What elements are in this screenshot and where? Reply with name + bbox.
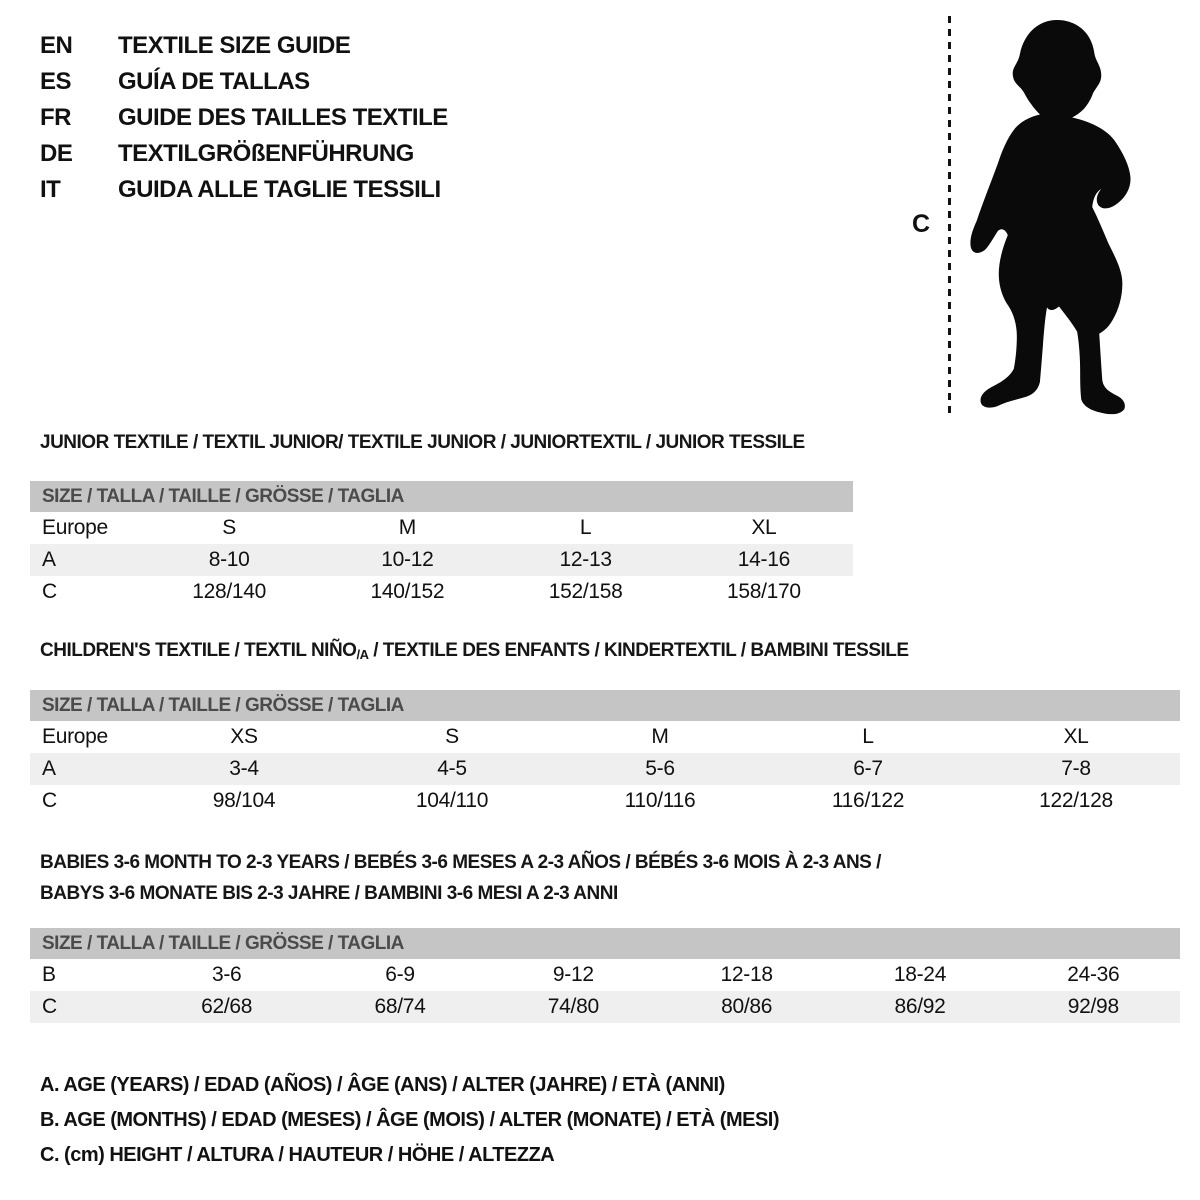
table-row (30, 576, 853, 608)
table-cell: 116/122 (831, 789, 905, 812)
lang-row-de (40, 136, 448, 172)
table-cell: 12-18 (720, 963, 773, 986)
table-cell: 110/116 (624, 789, 696, 812)
table-cell: 14-16 (737, 548, 790, 571)
table-cell: M (651, 725, 669, 748)
table-cell: S (445, 725, 459, 748)
table-cell: 4-5 (437, 757, 467, 780)
table-cell: 10-12 (381, 548, 434, 571)
table-cell: 86/92 (894, 995, 946, 1018)
table-cell: 8-10 (208, 548, 250, 571)
children-title-sub: /A (356, 647, 369, 662)
table-cell: 7-8 (1061, 757, 1091, 780)
table-cell: XL (1063, 725, 1089, 748)
table-cell: 122/128 (1039, 789, 1113, 812)
babies-size-table (30, 928, 1180, 1023)
table-cell: 5-6 (645, 757, 675, 780)
junior-table-rows (30, 512, 853, 608)
lang-title: GUIDA ALLE TAGLIE TESSILI (118, 176, 441, 203)
table-cell: 68/74 (374, 995, 426, 1018)
table-cell: 18-24 (893, 963, 947, 986)
table-row (30, 991, 1180, 1023)
table-cell: 3-6 (211, 963, 242, 986)
size-header-band: SIZE / TALLA / TAILLE / GRÖSSE / TAGLIA (30, 690, 1180, 721)
height-dashed-line (948, 16, 951, 414)
table-cell: 12-13 (559, 548, 612, 571)
babies-table-rows (30, 959, 1180, 1023)
children-size-table (30, 690, 1180, 817)
row-label: B (42, 963, 56, 986)
row-label: A (42, 548, 56, 571)
lang-row-en (40, 28, 448, 64)
table-cell: 3-4 (229, 757, 259, 780)
table-row (30, 959, 1180, 991)
legend (40, 1068, 779, 1173)
table-cell: 158/170 (726, 580, 801, 603)
lang-title: GUÍA DE TALLAS (118, 68, 310, 95)
height-measure-label: C (912, 210, 931, 238)
lang-title: GUIDE DES TAILLES TEXTILE (118, 104, 448, 131)
children-title-pre: CHILDREN'S TEXTILE / TEXTIL NIÑO (40, 640, 357, 661)
row-label: C (42, 580, 57, 603)
table-cell: 128/140 (192, 580, 267, 603)
baby-silhouette-icon (963, 14, 1135, 416)
table-cell: 74/80 (547, 995, 599, 1018)
lang-code: ES (40, 68, 72, 95)
table-cell: L (862, 725, 874, 748)
table-cell: 98/104 (212, 789, 276, 812)
table-cell: 62/68 (201, 995, 253, 1018)
table-cell: 92/98 (1067, 995, 1119, 1018)
row-label: A (42, 757, 56, 780)
lang-row-it (40, 172, 448, 208)
language-title-list (40, 28, 448, 208)
table-cell: L (579, 516, 592, 539)
table-cell: 24-36 (1067, 963, 1120, 986)
size-header-band: SIZE / TALLA / TAILLE / GRÖSSE / TAGLIA (30, 481, 853, 512)
babies-title-line2: BABYS 3-6 MONATE BIS 2-3 JAHRE / BAMBINI 3-6 MESI A 2-3 ANNI (40, 883, 618, 904)
row-label: Europe (42, 725, 108, 748)
table-cell: 140/152 (370, 580, 445, 603)
legend-age-months: B. AGE (MONTHS) / EDAD (MESES) / ÂGE (MOIS) / ALTER (MONATE) / ETÀ (MESI) (40, 1109, 780, 1131)
lang-code: EN (40, 32, 73, 59)
lang-code: DE (40, 140, 73, 167)
table-cell: 104/110 (415, 789, 489, 812)
junior-section-title: JUNIOR TEXTILE / TEXTIL JUNIOR/ TEXTILE JUNIOR / JUNIORTEXTIL / JUNIOR TESSILE (40, 432, 805, 453)
junior-size-table (30, 481, 853, 608)
row-label: C (42, 789, 57, 812)
lang-code: IT (40, 176, 61, 203)
babies-section-title (40, 847, 881, 909)
table-row (30, 785, 1180, 817)
lang-code: FR (40, 104, 71, 131)
table-cell: XL (751, 516, 777, 539)
size-header-band: SIZE / TALLA / TAILLE / GRÖSSE / TAGLIA (30, 928, 1180, 959)
table-row (30, 721, 1180, 753)
children-table-rows (30, 721, 1180, 817)
babies-title-line1: BABIES 3-6 MONTH TO 2-3 YEARS / BEBÉS 3-6 MESES A 2-3 AÑOS / BÉBÉS 3-6 MOIS À 2-3 ANS / (40, 852, 881, 873)
lang-row-fr (40, 100, 448, 136)
table-cell: 80/86 (721, 995, 773, 1018)
row-label: C (42, 995, 57, 1018)
table-row (30, 512, 853, 544)
table-cell: 9-12 (552, 963, 594, 986)
table-cell: M (398, 516, 416, 539)
legend-age-years: A. AGE (YEARS) / EDAD (AÑOS) / ÂGE (ANS) / ALTER (JAHRE) / ETÀ (ANNI) (40, 1074, 725, 1096)
table-row (30, 753, 1180, 785)
lang-title: TEXTILE SIZE GUIDE (118, 32, 351, 59)
table-cell: 6-9 (385, 963, 415, 986)
children-section-title (40, 640, 909, 662)
lang-title: TEXTILGRÖßENFÜHRUNG (118, 140, 414, 167)
table-cell: XS (230, 725, 258, 748)
table-cell: S (222, 516, 236, 539)
row-label: Europe (42, 516, 108, 539)
children-title-post: / TEXTILE DES ENFANTS / KINDERTEXTIL / BAMBINI TESSILE (368, 640, 909, 661)
table-row (30, 544, 853, 576)
lang-row-es (40, 64, 448, 100)
table-cell: 6-7 (853, 757, 883, 780)
table-cell: 152/158 (548, 580, 623, 603)
legend-height-cm: C. (cm) HEIGHT / ALTURA / HAUTEUR / HÖHE / ALTEZZA (40, 1144, 555, 1166)
